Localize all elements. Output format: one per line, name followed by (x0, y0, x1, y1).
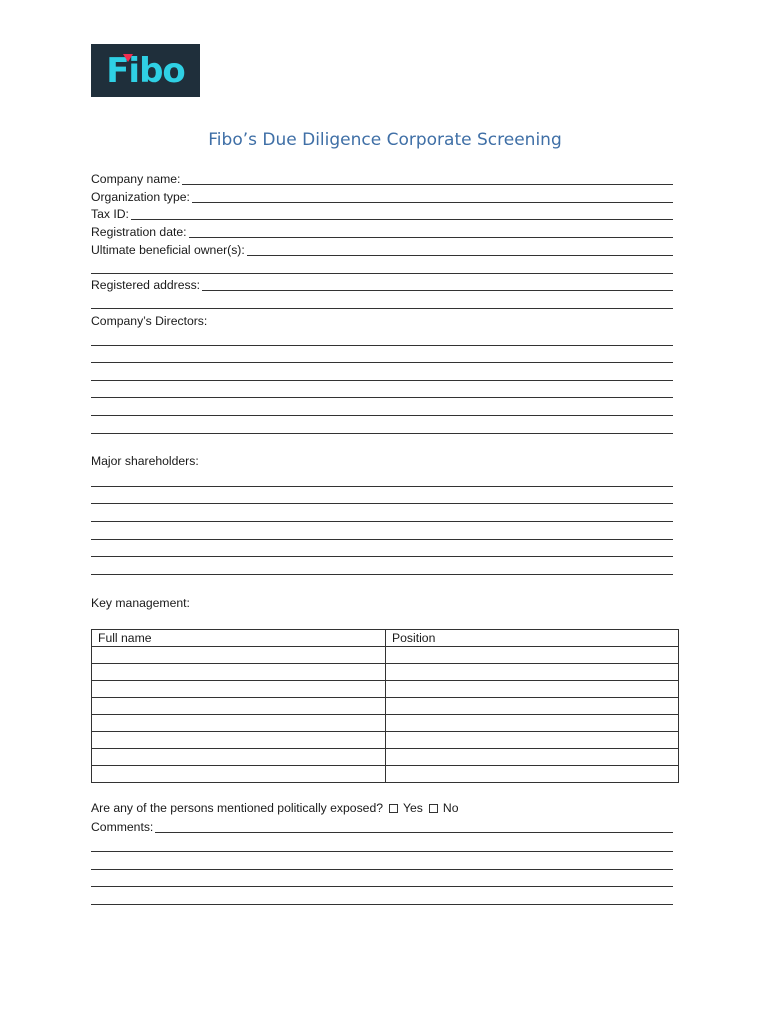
directors-blank-line[interactable] (91, 433, 673, 434)
table-cell[interactable] (92, 698, 386, 715)
directors-blank-line[interactable] (91, 345, 673, 346)
table-cell[interactable] (92, 732, 386, 749)
table-cell[interactable] (386, 647, 679, 664)
fibo-logo (91, 44, 200, 97)
table-cell[interactable] (386, 698, 679, 715)
shareholders-blank-line[interactable] (91, 539, 673, 540)
table-cell[interactable] (386, 732, 679, 749)
shareholders-label: Major shareholders: (91, 454, 199, 468)
registration-date-field[interactable] (91, 225, 673, 239)
ubo-blank-line[interactable] (91, 273, 673, 274)
pep-question (91, 801, 459, 815)
tax-id-label: Tax ID: (91, 207, 129, 221)
table-row[interactable] (92, 647, 679, 664)
table-row[interactable] (92, 698, 679, 715)
company-name-field[interactable] (91, 172, 673, 186)
directors-label: Company’s Directors: (91, 314, 208, 328)
table-cell[interactable] (92, 664, 386, 681)
address-blank-line[interactable] (91, 308, 673, 309)
table-cell[interactable] (386, 749, 679, 766)
column-header-position: Position (386, 630, 679, 647)
table-cell[interactable] (92, 715, 386, 732)
table-cell[interactable] (92, 749, 386, 766)
directors-blank-line[interactable] (91, 415, 673, 416)
shareholders-blank-line[interactable] (91, 574, 673, 575)
shareholders-blank-line[interactable] (91, 503, 673, 504)
table-row[interactable] (92, 715, 679, 732)
table-cell[interactable] (386, 715, 679, 732)
company-name-label: Company name: (91, 172, 181, 186)
comments-blank-line[interactable] (91, 851, 673, 852)
table-cell[interactable] (92, 647, 386, 664)
shareholders-blank-line[interactable] (91, 486, 673, 487)
tax-id-field[interactable] (91, 207, 673, 221)
pep-yes-label: Yes (403, 801, 423, 815)
shareholders-blank-line[interactable] (91, 556, 673, 557)
comments-blank-line[interactable] (91, 869, 673, 870)
table-row[interactable] (92, 664, 679, 681)
pep-no-checkbox[interactable] (429, 804, 438, 813)
pep-yes-checkbox[interactable] (389, 804, 398, 813)
table-cell[interactable] (386, 681, 679, 698)
table-cell[interactable] (386, 664, 679, 681)
directors-blank-line[interactable] (91, 397, 673, 398)
logo-accent-icon (123, 54, 133, 62)
key-management-label: Key management: (91, 596, 190, 610)
directors-blank-line[interactable] (91, 380, 673, 381)
comments-blank-line[interactable] (91, 904, 673, 905)
table-cell[interactable] (92, 681, 386, 698)
pep-no-label: No (442, 801, 459, 815)
table-header-row (92, 630, 679, 647)
logo-text: Fibo (106, 50, 185, 91)
table-cell[interactable] (386, 766, 679, 783)
registered-address-field[interactable] (91, 278, 673, 292)
comments-blank-line[interactable] (91, 886, 673, 887)
pep-question-text: Are any of the persons mentioned politically exposed? (91, 801, 384, 815)
table-row[interactable] (92, 749, 679, 766)
key-management-table (91, 629, 679, 783)
ubo-field[interactable] (91, 243, 673, 257)
organization-type-field[interactable] (91, 190, 673, 204)
shareholders-blank-line[interactable] (91, 521, 673, 522)
organization-type-label: Organization type: (91, 190, 190, 204)
directors-blank-line[interactable] (91, 362, 673, 363)
table-row[interactable] (92, 681, 679, 698)
table-cell[interactable] (92, 766, 386, 783)
page-title: Fibo’s Due Diligence Corporate Screening (208, 130, 562, 150)
comments-label: Comments: (91, 820, 154, 834)
ubo-label: Ultimate beneficial owner(s): (91, 243, 245, 257)
column-header-full-name: Full name (92, 630, 386, 647)
registered-address-label: Registered address: (91, 278, 201, 292)
registration-date-label: Registration date: (91, 225, 187, 239)
comments-field[interactable] (91, 820, 673, 834)
table-row[interactable] (92, 766, 679, 783)
table-row[interactable] (92, 732, 679, 749)
